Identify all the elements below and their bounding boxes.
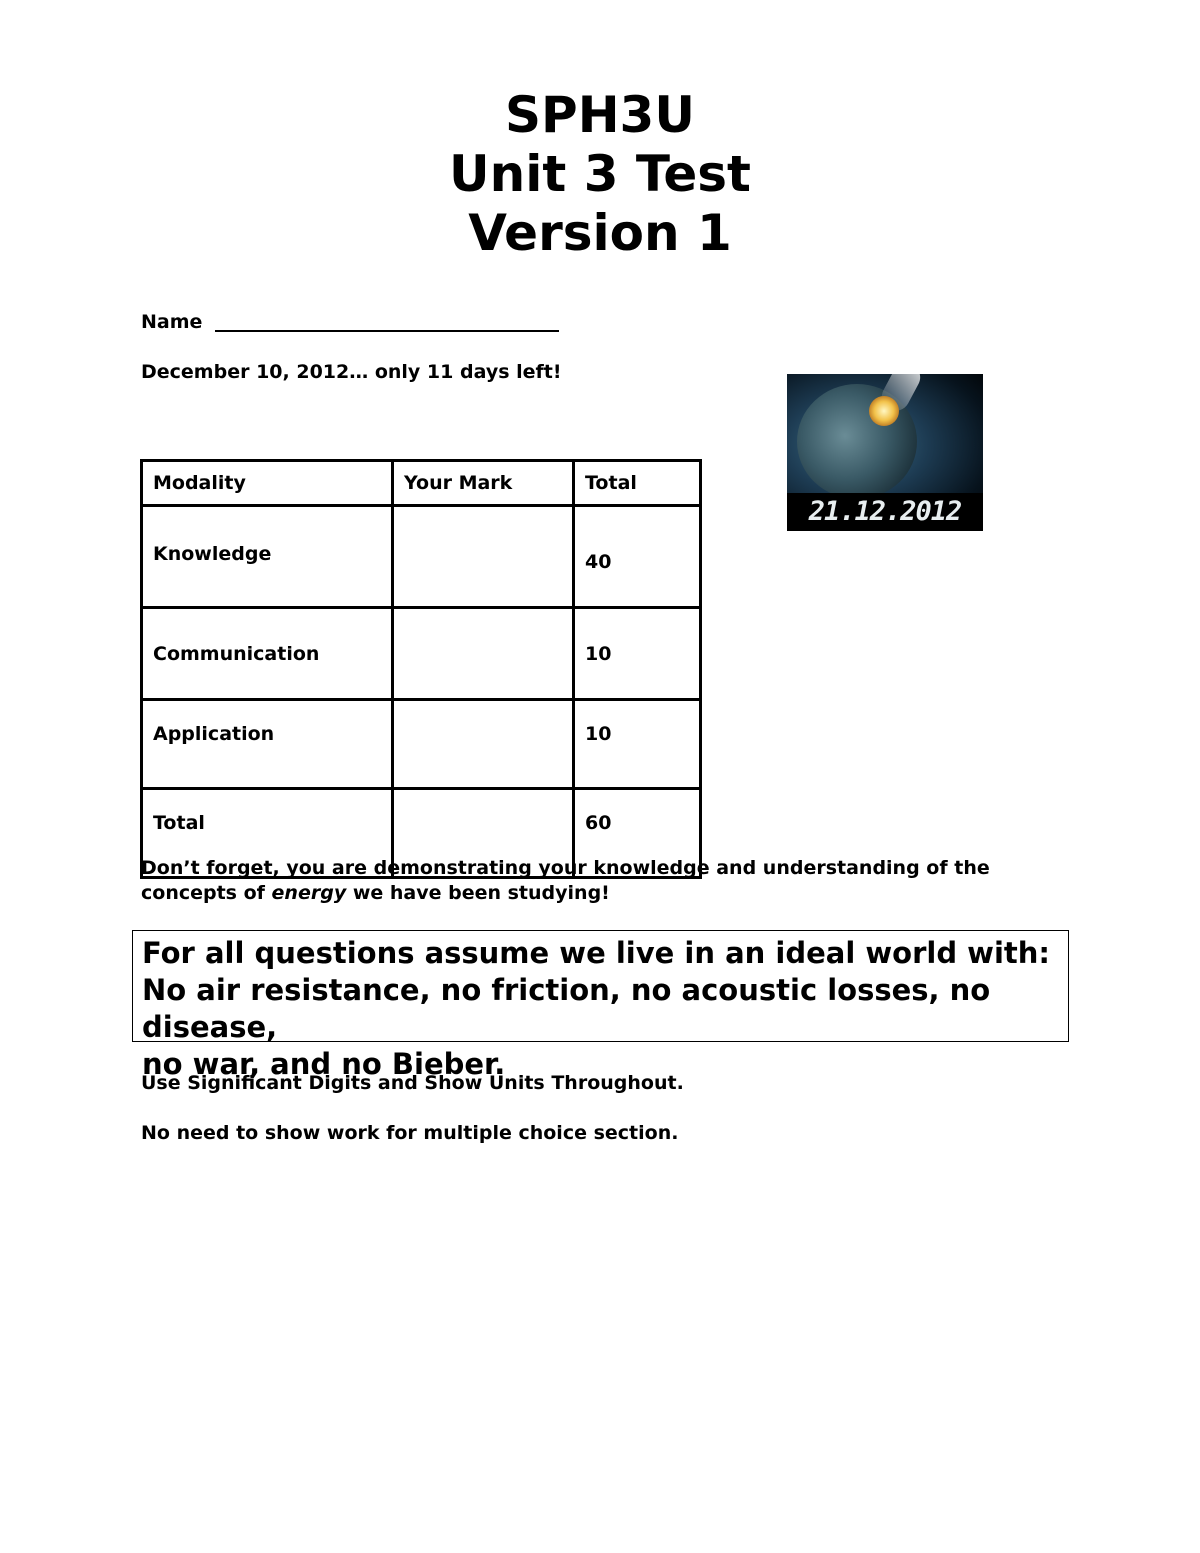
table-row	[142, 506, 701, 608]
image-date-caption: 21.12.2012	[787, 493, 983, 531]
ideal-world-line-2: No air resistance, no friction, no acoustic losses, no disease,	[142, 973, 991, 1044]
modality-cell: Communication	[142, 608, 393, 700]
ideal-world-box	[132, 930, 1069, 1081]
header-modality: Modality	[142, 461, 393, 506]
table-row	[142, 608, 701, 700]
header-your-mark: Your Mark	[393, 461, 574, 506]
total-cell: 60	[574, 789, 701, 878]
intro-paragraph	[141, 856, 1071, 906]
total-cell: 40	[574, 506, 701, 608]
marks-table	[140, 459, 702, 879]
sig-digits-note: Use Significant Digits and Show Units Throughout.	[141, 1072, 684, 1094]
meteor-graphic	[869, 396, 899, 426]
modality-cell: Total	[142, 789, 393, 878]
planet-meteor-impact-image	[787, 374, 983, 531]
name-field-row	[141, 311, 559, 333]
course-code: SPH3U	[505, 86, 695, 144]
your-mark-cell[interactable]	[393, 700, 574, 789]
your-mark-cell[interactable]	[393, 506, 574, 608]
title-block	[0, 86, 1200, 263]
header-total: Total	[574, 461, 701, 506]
total-cell: 10	[574, 700, 701, 789]
modality-cell: Knowledge	[142, 506, 393, 608]
your-mark-cell[interactable]	[393, 608, 574, 700]
test-title: Unit 3 Test	[449, 145, 751, 203]
date-line: December 10, 2012… only 11 days left!	[141, 361, 562, 383]
table-header-row	[142, 461, 701, 506]
ideal-world-line-3: no war, and no Bieber.	[142, 1047, 506, 1081]
multiple-choice-note: No need to show work for multiple choice section.	[141, 1122, 679, 1144]
table-row	[142, 700, 701, 789]
modality-cell: Application	[142, 700, 393, 789]
name-label: Name	[141, 311, 203, 333]
name-blank-line[interactable]	[215, 329, 559, 332]
intro-text-before: Don’t forget, you are demonstrating your knowledge and understanding of the concepts of	[141, 857, 990, 904]
intro-text-after: we have been studying!	[346, 882, 610, 904]
ideal-world-line-1: For all questions assume we live in an ideal world with:	[142, 936, 1051, 970]
total-cell: 10	[574, 608, 701, 700]
test-version: Version 1	[468, 204, 732, 262]
intro-emphasis: energy	[271, 882, 347, 904]
